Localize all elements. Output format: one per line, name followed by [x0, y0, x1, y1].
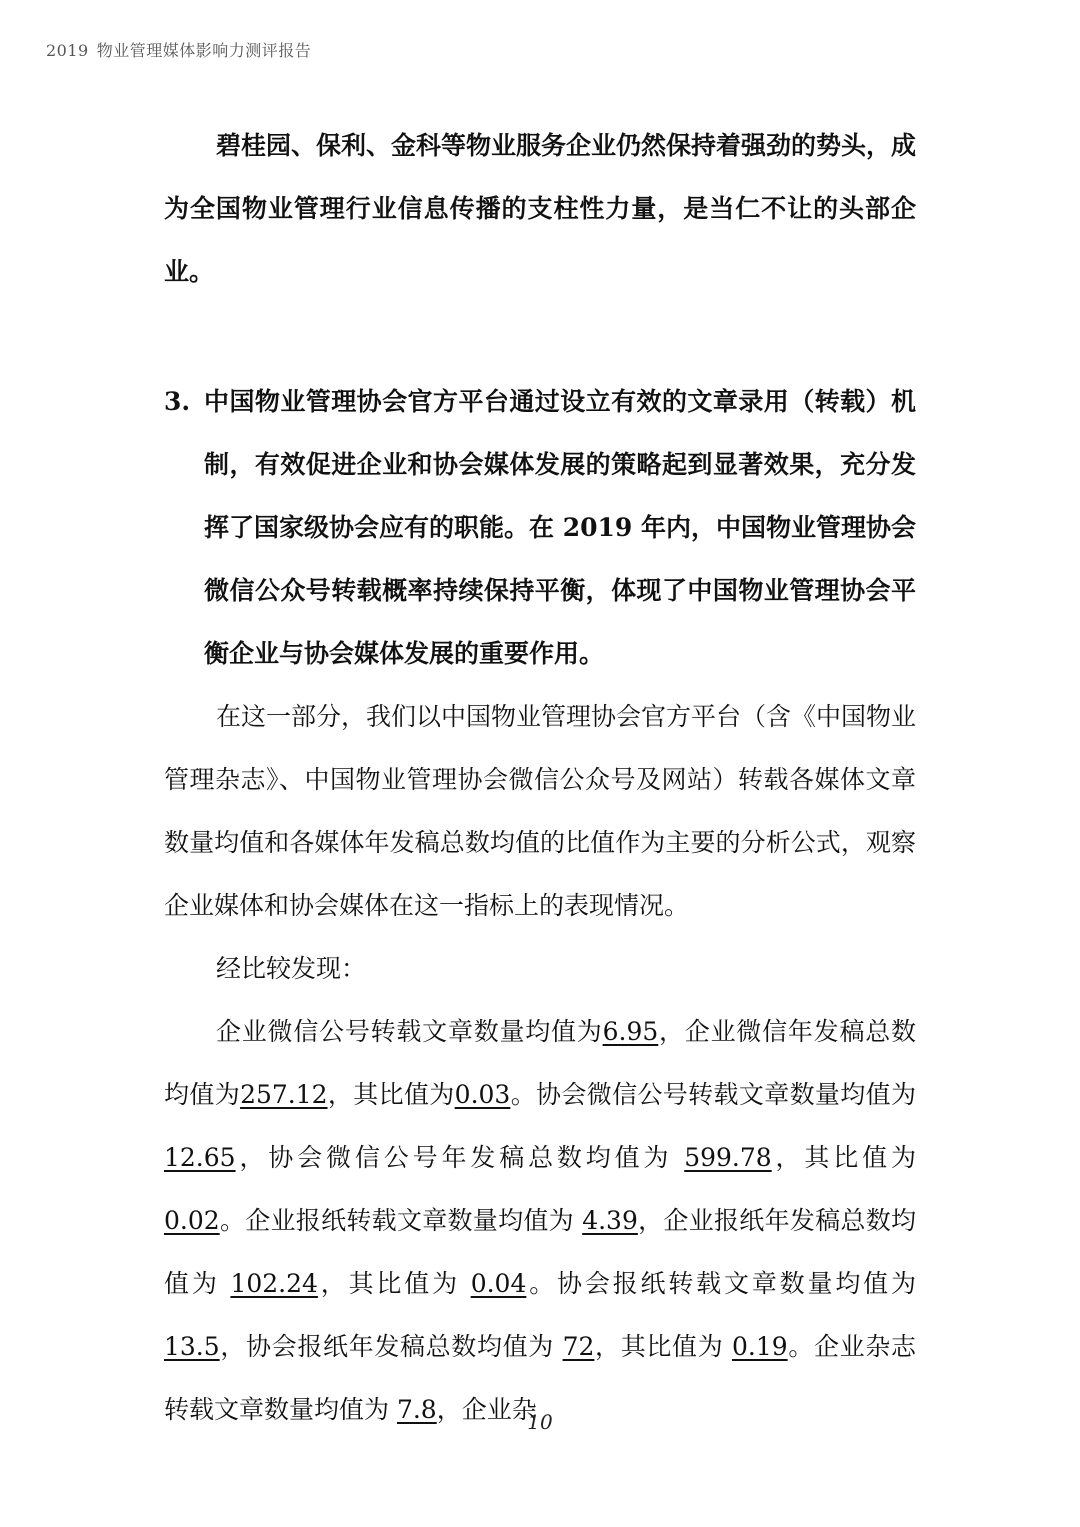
findings-value: 4.39	[582, 1206, 638, 1235]
findings-text: 企业微信公号转载文章数量均值为	[216, 1017, 603, 1046]
findings-text: ，其比值为	[317, 1269, 471, 1298]
paragraph-comparison-intro: 经比较发现：	[216, 954, 367, 983]
page-number: 10	[527, 1410, 553, 1434]
findings-text: 。协会微信公号转载文章数量均值为	[510, 1080, 916, 1109]
findings-value: 0.03	[454, 1080, 511, 1109]
findings-text: ，协会报纸年发稿总数均值为	[219, 1332, 563, 1361]
paragraph-findings	[164, 1000, 916, 1441]
findings-value: 257.12	[240, 1080, 328, 1109]
section-gap	[164, 303, 916, 370]
findings-text: ，其比值为	[327, 1080, 455, 1109]
findings-value: 13.5	[164, 1332, 220, 1361]
findings-value: 102.24	[230, 1269, 318, 1298]
paragraph-methodology: 在这一部分，我们以中国物业管理协会官方平台（含《中国物业管理杂志》、中国物业管理协会微信公众号及网站）转载各媒体文章数量均值和各媒体年发稿总数均值的比值作为主要的分析公式，观察企业媒体和协会媒体在这一指标上的表现情况。	[164, 702, 917, 920]
findings-value: 6.95	[602, 1017, 659, 1046]
item-number: 3.	[164, 387, 191, 416]
findings-text: ，其比值为	[594, 1332, 732, 1361]
findings-value: 0.04	[470, 1269, 527, 1298]
findings-text: ，其比值为	[771, 1143, 916, 1172]
header-title: 物业管理媒体影响力测评报告	[96, 41, 312, 60]
findings-value: 599.78	[684, 1143, 772, 1172]
numbered-item-3	[164, 370, 916, 685]
page-header	[46, 38, 311, 61]
findings-text: ，企业报纸年发稿总数均值为	[164, 1206, 916, 1298]
findings-text: ，企业杂	[436, 1395, 537, 1424]
findings-value: 72	[562, 1332, 595, 1361]
findings-text: 。企业报纸转载文章数量均值为	[219, 1206, 583, 1235]
findings-value: 0.02	[164, 1206, 220, 1235]
findings-text: 。协会报纸转载文章数量均值为	[526, 1269, 916, 1298]
document-body	[164, 114, 916, 1441]
findings-value: 7.8	[396, 1395, 437, 1424]
paragraph-head-enterprises: 碧桂园、保利、金科等物业服务企业仍然保持着强劲的势头，成为全国物业管理行业信息传播的支柱性力量，是当仁不让的头部企业。	[164, 131, 917, 286]
header-year: 2019	[46, 41, 89, 60]
findings-text: ，企业微信年发稿总数均值为	[164, 1017, 916, 1109]
findings-text: 。企业杂志转载文章数量均值为	[164, 1332, 916, 1424]
item-text: 中国物业管理协会官方平台通过设立有效的文章录用（转载）机制，有效促进企业和协会媒体发展的策略起到显著效果，充分发挥了国家级协会应有的职能。在 2019 年内，中国物业管理协会微信公众号转载概率持续保持平衡，体现了中国物业管理协会平衡企业与协会媒体发展的重要作用。	[204, 387, 916, 668]
findings-text: ，协会微信公号年发稿总数均值为	[235, 1143, 685, 1172]
findings-value: 0.19	[731, 1332, 788, 1361]
findings-value: 12.65	[164, 1143, 236, 1172]
